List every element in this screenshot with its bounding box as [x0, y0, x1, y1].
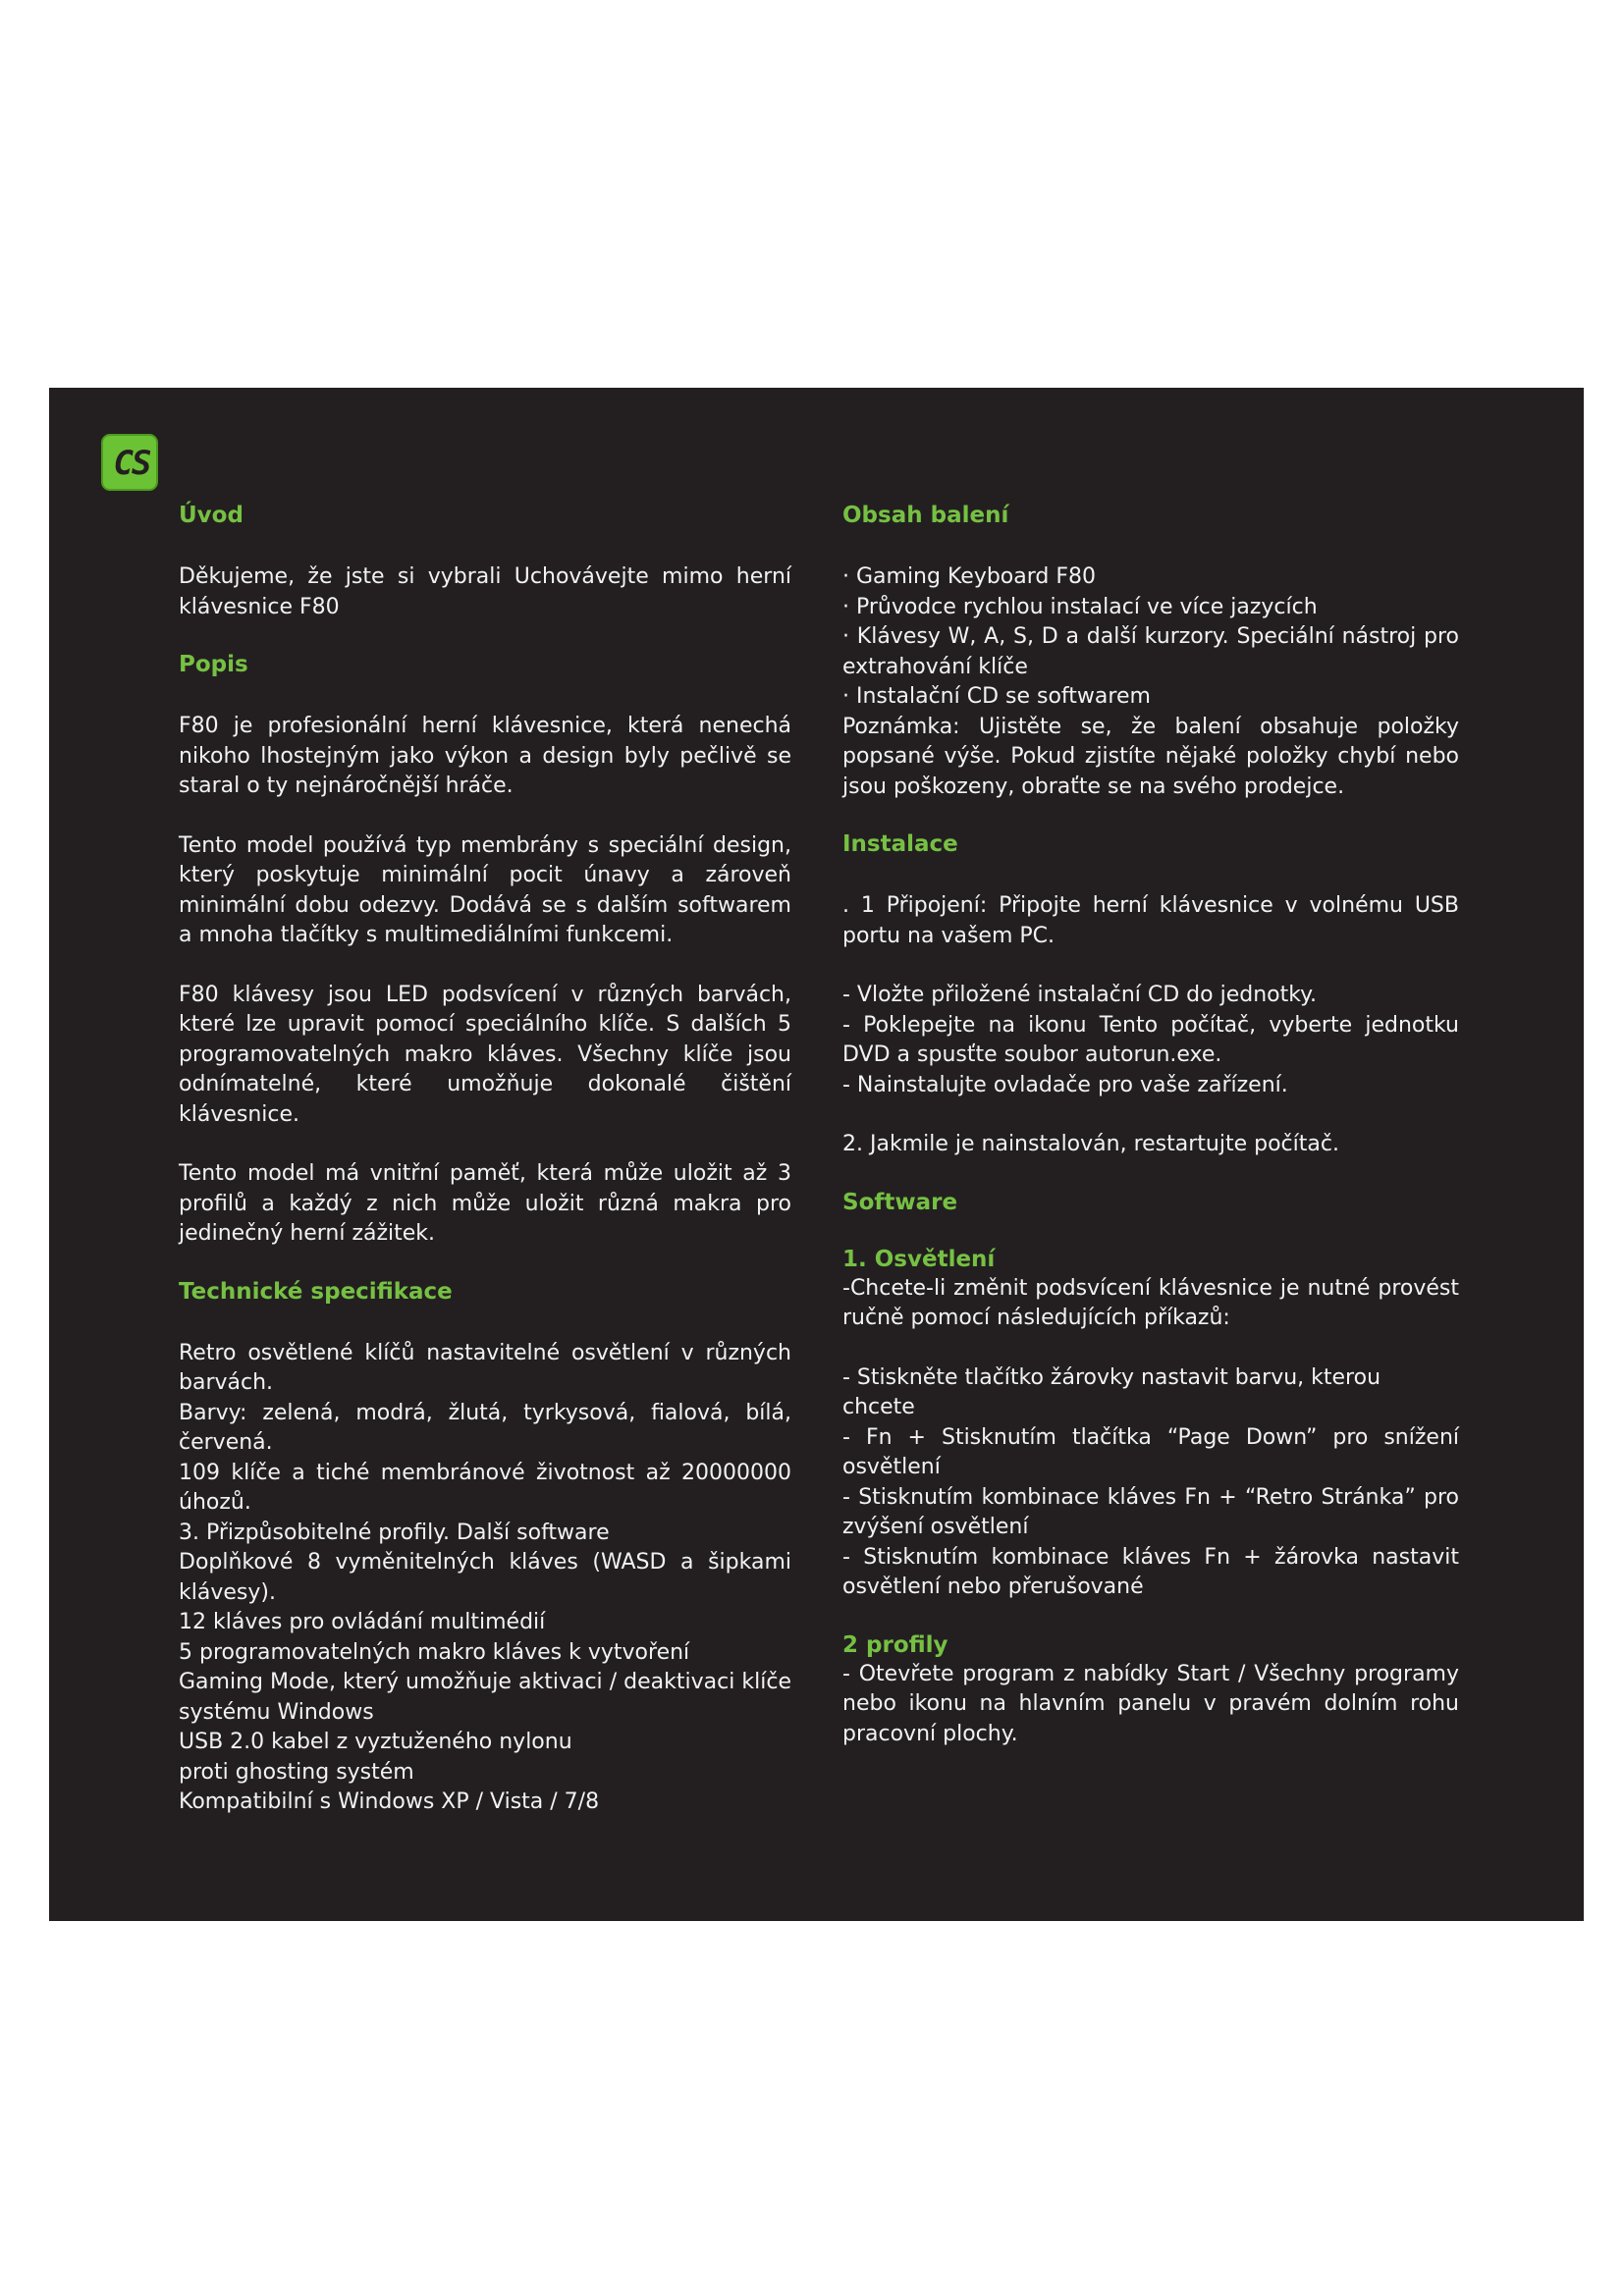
badge-label: CS — [113, 444, 150, 483]
spec-line: 12 kláves pro ovládání multimédií — [179, 1610, 546, 1634]
heading-popis: Popis — [179, 652, 248, 677]
osvetleni-line: - Stiskněte tlačítko žárovky nastavit barvu, kterou chcete — [842, 1364, 1381, 1419]
spec-line: 109 klíče a tiché membránové životnost až 20000000 úhozů. — [179, 1460, 791, 1515]
popis-paragraph: Tento model používá typ membrány s speciální design, který poskytuje minimální pocit únavy a zároveň minimální dobu odezvy. Dodává se s dalším softwarem a mnoha tlačítky s multimediálními funkcemi. — [179, 832, 791, 947]
install-line: - Vložte přiložené instalační CD do jednotky. — [842, 983, 1318, 1007]
package-item: · Průvodce rychlou instalací ve více jazycích — [842, 594, 1318, 619]
spec-line: USB 2.0 kabel z vyztuženého nylonu — [179, 1730, 572, 1754]
osvetleni-line: - Stisknutím kombinace kláves Fn + “Retro Stránka” pro zvýšení osvětlení — [842, 1484, 1459, 1539]
heading-software: Software — [842, 1189, 958, 1215]
package-item: · Instalační CD se softwarem — [842, 684, 1151, 709]
package-note: Poznámka: Ujistěte se, že balení obsahuje položky popsané výše. Pokud zjistíte nějaké položky chybí nebo jsou poškozeny, obraťte se na svého prodejce. — [842, 714, 1459, 799]
heading-profily: 2 profily — [842, 1631, 948, 1658]
profily-text: - Otevřete program z nabídky Start / Všechny programy nebo ikonu na hlavním panelu v pravém dolním rohu pracovní plochy. — [842, 1661, 1459, 1746]
popis-paragraph: F80 klávesy jsou LED podsvícení v různých barvách, které lze upravit pomocí speciálního klíče. S dalších 5 programovatelných makro kláves. Všechny klíče jsou odnímatelné, které umožňuje dokonalé čištění klávesnice. — [179, 982, 791, 1127]
heading-obsah-baleni: Obsah balení — [842, 503, 1009, 528]
spec-line: 3. Přizpůsobitelné profily. Další software — [179, 1520, 610, 1545]
spec-line: proti ghosting systém — [179, 1759, 414, 1785]
right-column — [842, 501, 1459, 1749]
popis-paragraph: F80 je profesionální herní klávesnice, která nenechá nikoho lhostejným jako výkon a design byly pečlivě se staral o ty nejnáročnější hráče. — [179, 714, 791, 798]
spec-line: Barvy: zelená, modrá, žlutá, tyrkysová, fialová, bílá, červená. — [179, 1400, 791, 1455]
spec-line: Kompatibilní s Windows XP / Vista / 7/8 — [179, 1789, 600, 1814]
language-badge-cs — [101, 434, 158, 491]
uvod-text: Děkujeme, že jste si vybrali Uchovávejte mimo herní klávesnice F80 — [179, 564, 791, 619]
spec-line: 5 programovatelných makro kláves k vytvoření — [179, 1639, 690, 1665]
osvetleni-line: - Stisknutím kombinace kláves Fn + žárovka nastavit osvětlení nebo přerušované — [842, 1544, 1459, 1599]
package-item: · Klávesy W, A, S, D a další kurzory. Speciální nástroj pro extrahování klíče — [842, 624, 1459, 679]
osvetleni-line: - Fn + Stisknutím tlačítka “Page Down” pro snížení osvětlení — [842, 1424, 1459, 1479]
osvetleni-intro: -Chcete-li změnit podsvícení klávesnice je nutné provést ručně pomocí následujících příkazů: — [842, 1275, 1459, 1330]
heading-specs: Technické specifikace — [179, 1278, 453, 1305]
heading-uvod: Úvod — [179, 503, 244, 528]
spec-line: Retro osvětlené klíčů nastavitelné osvětlení v různých barvách. — [179, 1340, 791, 1395]
left-column — [179, 501, 791, 1818]
package-item: · Gaming Keyboard F80 — [842, 564, 1097, 589]
install-line: - Poklepejte na ikonu Tento počítač, vyberte jednotku DVD a spusťte soubor autorun.exe. — [842, 1012, 1459, 1067]
heading-instalace: Instalace — [842, 831, 958, 857]
popis-paragraph: Tento model má vnitřní paměť, která může uložit až 3 profilů a každý z nich může uložit různá makra pro jedinečný herní zážitek. — [179, 1161, 791, 1246]
heading-osvetleni: 1. Osvětlení — [842, 1246, 996, 1272]
install-step-1: . 1 Připojení: Připojte herní klávesnice v volnému USB portu na vašem PC. — [842, 893, 1459, 948]
install-step-2: 2. Jakmile je nainstalován, restartujte počítač. — [842, 1132, 1339, 1156]
spec-line: Gaming Mode, který umožňuje aktivaci / deaktivaci klíče systému Windows — [179, 1670, 791, 1725]
install-line: - Nainstalujte ovladače pro vaše zařízení. — [842, 1072, 1288, 1097]
spec-line: Doplňkové 8 vyměnitelných kláves (WASD a šipkami klávesy). — [179, 1550, 791, 1605]
